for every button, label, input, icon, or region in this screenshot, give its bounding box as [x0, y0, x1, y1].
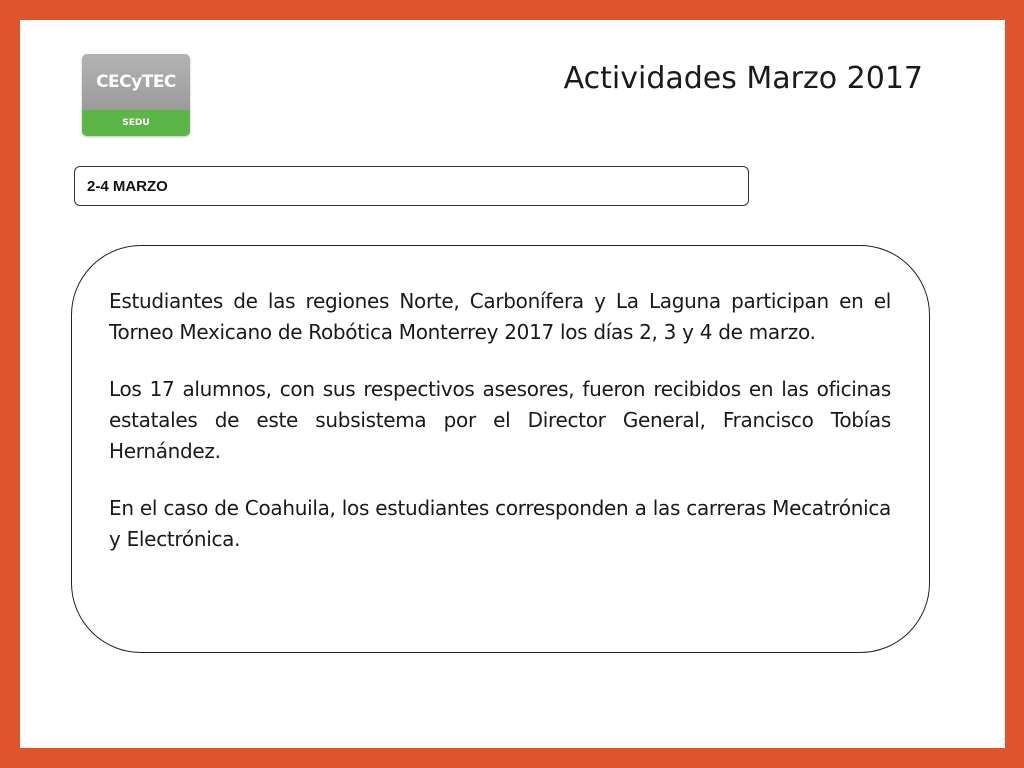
- slide: [20, 20, 1005, 748]
- paragraph-3: En el caso de Coahuila, los estudiantes corresponden a las carreras Mecatrónica y Electrónica.: [109, 496, 891, 551]
- date-label-box: [74, 166, 749, 206]
- content-box: [71, 245, 930, 653]
- cecytec-logo: [82, 54, 190, 136]
- logo-top-band: [82, 54, 190, 110]
- logo-subtitle: SEDU: [122, 118, 150, 128]
- logo-name: CECyTEC: [96, 72, 176, 92]
- date-label: 2-4 MARZO: [87, 177, 168, 195]
- paragraph-2: Los 17 alumnos, con sus respectivos asesores, fueron recibidos en las oficinas estatales de este subsistema por el Director General, Francisco Tobías Hernández.: [109, 377, 891, 463]
- paragraph-1: Estudiantes de las regiones Norte, Carbonífera y La Laguna participan en el Torneo Mexicano de Robótica Monterrey 2017 los días 2, 3 y 4 de marzo.: [109, 289, 891, 344]
- logo-bottom-band: [82, 110, 190, 136]
- page-title: Actividades Marzo 2017: [563, 61, 923, 96]
